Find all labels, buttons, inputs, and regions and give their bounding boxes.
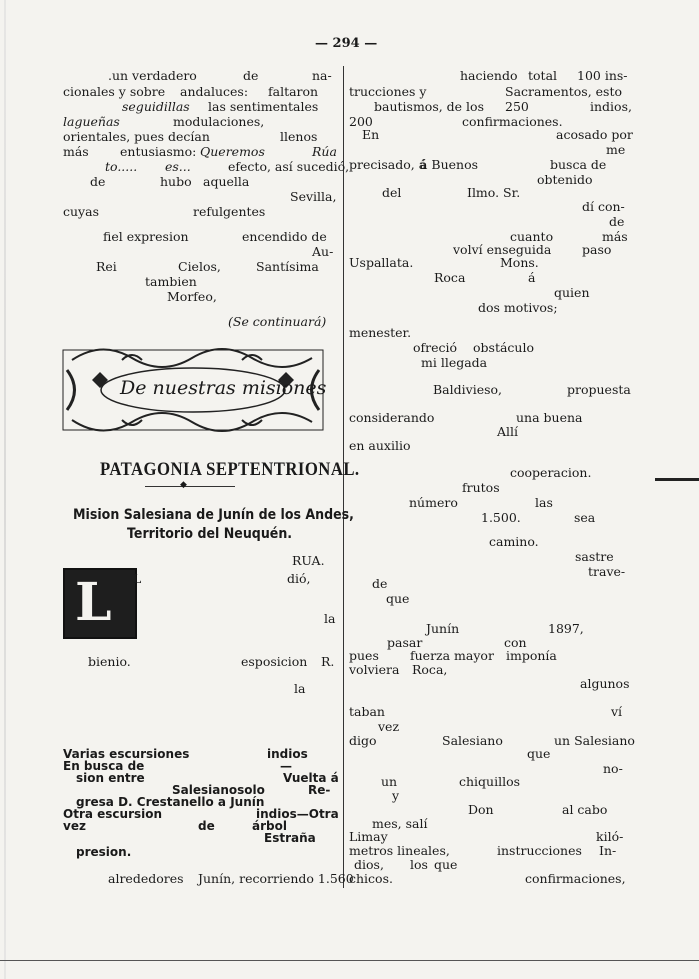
- text-fragment: digo: [349, 733, 377, 748]
- text-fragment: chiquillos: [459, 774, 521, 789]
- scan-edge: [4, 0, 6, 979]
- text-fragment: aquella: [203, 174, 250, 189]
- text-fragment: sastre: [575, 549, 614, 564]
- text-fragment: faltaron: [268, 84, 319, 99]
- text-fragment: to.....: [105, 159, 138, 174]
- text-fragment: pues: [349, 648, 379, 663]
- text-fragment: ví: [611, 704, 623, 719]
- text-fragment: en auxilio: [349, 438, 411, 453]
- text-fragment: bautismos, de los: [374, 99, 484, 114]
- summary-fragment: Otra escursion: [63, 807, 163, 821]
- text-fragment: 100 ins-: [577, 68, 628, 83]
- text-fragment: Rúa: [312, 144, 337, 159]
- text-fragment: á Buenos: [420, 157, 479, 172]
- text-fragment: me: [606, 142, 626, 157]
- title-rule: [145, 486, 235, 487]
- text-fragment: frutos: [462, 480, 500, 495]
- text-fragment: llenos: [280, 129, 318, 144]
- text-fragment: más: [602, 229, 628, 244]
- text-fragment: dí con-: [582, 199, 625, 214]
- text-fragment: (Se continuará): [228, 314, 327, 329]
- mission-heading: Mision Salesiana de Junín de los Andes,: [73, 507, 354, 523]
- text-fragment: que: [527, 746, 551, 761]
- text-fragment: vez: [378, 719, 400, 734]
- bottom-rule: [0, 960, 699, 961]
- text-fragment: kiló-: [596, 829, 624, 844]
- summary-fragment: Estraña: [264, 831, 316, 845]
- text-fragment: refulgentes: [193, 204, 266, 219]
- text-fragment: Don: [468, 802, 494, 817]
- section-title: PATAGONIA SEPTENTRIONAL.: [100, 459, 360, 480]
- text-fragment: Morfeo,: [167, 289, 217, 304]
- text-fragment: mi llegada: [421, 355, 488, 370]
- text-fragment: confirmaciones.: [462, 114, 563, 129]
- text-fragment: Allí: [497, 424, 519, 439]
- text-fragment: indios,: [590, 99, 632, 114]
- text-fragment: In-: [599, 843, 617, 858]
- text-fragment: quien: [554, 285, 590, 300]
- text-fragment: mes, salí: [372, 816, 428, 831]
- text-fragment: cionales y sobre: [63, 84, 166, 99]
- text-fragment: un Salesiano: [554, 733, 635, 748]
- summary-fragment: sion entre: [76, 771, 145, 785]
- text-fragment: que: [386, 591, 410, 606]
- text-fragment: RUA.: [292, 553, 325, 568]
- text-fragment: de: [609, 214, 625, 229]
- text-fragment: efecto, así sucedió,: [228, 159, 350, 174]
- text-fragment: la: [324, 611, 336, 626]
- text-fragment: menester.: [349, 325, 412, 340]
- text-fragment: con: [504, 635, 527, 650]
- text-fragment: que: [434, 857, 458, 872]
- summary-fragment: árbol: [252, 819, 287, 833]
- text-fragment: .un verdadero: [108, 68, 197, 83]
- text-fragment: ofreció: [413, 340, 458, 355]
- text-fragment: cuyas: [63, 204, 99, 219]
- text-fragment: hubo: [160, 174, 192, 189]
- section-ornament-title: De nuestras misiones: [120, 377, 327, 399]
- text-fragment: Mons.: [500, 255, 539, 270]
- title-rule-ornament: ◆: [180, 480, 187, 490]
- text-fragment: pasar: [387, 635, 423, 650]
- summary-fragment: Salesianosolo: [172, 783, 265, 797]
- text-fragment: los: [410, 857, 428, 872]
- summary-fragment: Re-: [308, 783, 331, 797]
- text-fragment: sea: [574, 510, 596, 525]
- text-fragment: tambien: [145, 274, 197, 289]
- summary-fragment: Varias escursiones: [63, 747, 190, 761]
- text-fragment: esposicion: [241, 654, 308, 669]
- text-fragment: Limay: [349, 829, 388, 844]
- text-fragment: del: [382, 185, 402, 200]
- text-fragment: y: [392, 788, 400, 803]
- text-fragment: dios,: [354, 857, 384, 872]
- text-fragment: volví enseguida: [453, 242, 552, 257]
- text-fragment: Sacramentos, esto: [505, 84, 623, 99]
- text-fragment: Salesiano: [442, 733, 503, 748]
- text-fragment: 250: [505, 99, 529, 114]
- text-fragment: imponía: [506, 648, 557, 663]
- summary-fragment: indios—Otra: [256, 807, 339, 821]
- text-fragment: dos motivos;: [478, 300, 558, 315]
- drop-cap-letter: L: [75, 572, 112, 633]
- text-fragment: andaluces:: [180, 84, 249, 99]
- text-fragment: Uspallata.: [349, 255, 414, 270]
- text-fragment: una buena: [516, 410, 583, 425]
- text-fragment: Rei: [96, 259, 117, 274]
- margin-mark: [655, 478, 699, 481]
- summary-fragment: Vuelta á: [283, 771, 339, 785]
- text-fragment: confirmaciones,: [525, 871, 626, 886]
- text-fragment: más: [63, 144, 89, 159]
- summary-fragment: presion.: [76, 845, 132, 859]
- text-fragment: Queremos: [200, 144, 265, 159]
- text-fragment: na-: [312, 68, 332, 83]
- text-fragment: obtenido: [537, 172, 593, 187]
- summary-fragment: vez: [63, 819, 86, 833]
- summary-fragment: —: [280, 759, 292, 773]
- text-fragment: la: [294, 681, 306, 696]
- text-fragment: Santísima: [256, 259, 319, 274]
- text-fragment: 1.500.: [481, 510, 521, 525]
- text-fragment: orientales, pues decían: [63, 129, 210, 144]
- text-fragment: modulaciones,: [173, 114, 265, 129]
- text-fragment: fuerza mayor: [410, 648, 494, 663]
- text-fragment: Au-: [312, 244, 334, 259]
- text-fragment: seguidillas: [122, 99, 190, 114]
- text-fragment: considerando: [349, 410, 435, 425]
- text-fragment: acosado por: [556, 127, 633, 142]
- text-fragment: propuesta: [567, 382, 631, 397]
- text-fragment: las: [535, 495, 553, 510]
- text-fragment: Junín: [426, 621, 460, 636]
- text-fragment: algunos: [580, 676, 630, 691]
- text-fragment: no-: [603, 761, 623, 776]
- text-fragment: Cielos,: [178, 259, 221, 274]
- text-fragment: 1897,: [548, 621, 584, 636]
- mission-subheading: Territorio del Neuquén.: [127, 526, 293, 542]
- text-fragment: trucciones y: [349, 84, 427, 99]
- text-fragment: 200: [349, 114, 373, 129]
- text-fragment: lagueñas: [63, 114, 120, 129]
- text-fragment: al cabo: [562, 802, 608, 817]
- text-fragment: instrucciones: [497, 843, 582, 858]
- text-fragment: haciendo: [460, 68, 518, 83]
- text-fragment: de: [372, 576, 388, 591]
- text-fragment: dió,: [287, 571, 311, 586]
- text-fragment: taban: [349, 704, 385, 719]
- text-fragment: busca de: [550, 157, 607, 172]
- text-fragment: entusiasmo:: [120, 144, 197, 159]
- text-fragment: Roca: [434, 270, 466, 285]
- text-fragment: chicos.: [349, 871, 393, 886]
- text-fragment: obstáculo: [473, 340, 534, 355]
- text-fragment: Sevilla,: [290, 189, 337, 204]
- text-fragment: paso: [582, 242, 612, 257]
- text-fragment: R.: [321, 654, 335, 669]
- text-fragment: encendido de: [242, 229, 327, 244]
- text-fragment: total: [528, 68, 558, 83]
- text-fragment: es...: [165, 159, 191, 174]
- summary-fragment: gresa D. Crestanello a Junín: [76, 795, 265, 809]
- drop-cap: [63, 568, 137, 639]
- text-fragment: camino.: [489, 534, 539, 549]
- summary-fragment: de: [198, 819, 215, 833]
- text-fragment: trave-: [588, 564, 626, 579]
- text-fragment: En: [362, 127, 380, 142]
- text-fragment: Roca,: [412, 662, 448, 677]
- text-fragment: las sentimentales: [208, 99, 319, 114]
- summary-fragment: indios: [267, 747, 308, 761]
- text-fragment: cuanto: [510, 229, 554, 244]
- text-fragment: de: [90, 174, 106, 189]
- text-fragment: número: [409, 495, 458, 510]
- text-fragment: un: [381, 774, 398, 789]
- text-fragment: Baldivieso,: [433, 382, 503, 397]
- text-fragment: precisado, á: [349, 157, 427, 172]
- text-fragment: de: [243, 68, 259, 83]
- page-number: — 294 —: [315, 36, 378, 51]
- summary-fragment: En busca de: [63, 759, 145, 773]
- text-fragment: á: [528, 270, 536, 285]
- text-fragment: bienio.: [88, 654, 131, 669]
- text-fragment: fiel expresion: [103, 229, 189, 244]
- left-last-phrase: Junín, recorriendo 1.560: [198, 871, 354, 886]
- text-fragment: cooperacion.: [510, 465, 592, 480]
- text-fragment: Ilmo. Sr.: [467, 185, 521, 200]
- text-fragment: metros lineales,: [349, 843, 450, 858]
- left-last-word: alrededores: [108, 871, 184, 886]
- text-fragment: L: [133, 571, 142, 586]
- text-fragment: volviera: [349, 662, 400, 677]
